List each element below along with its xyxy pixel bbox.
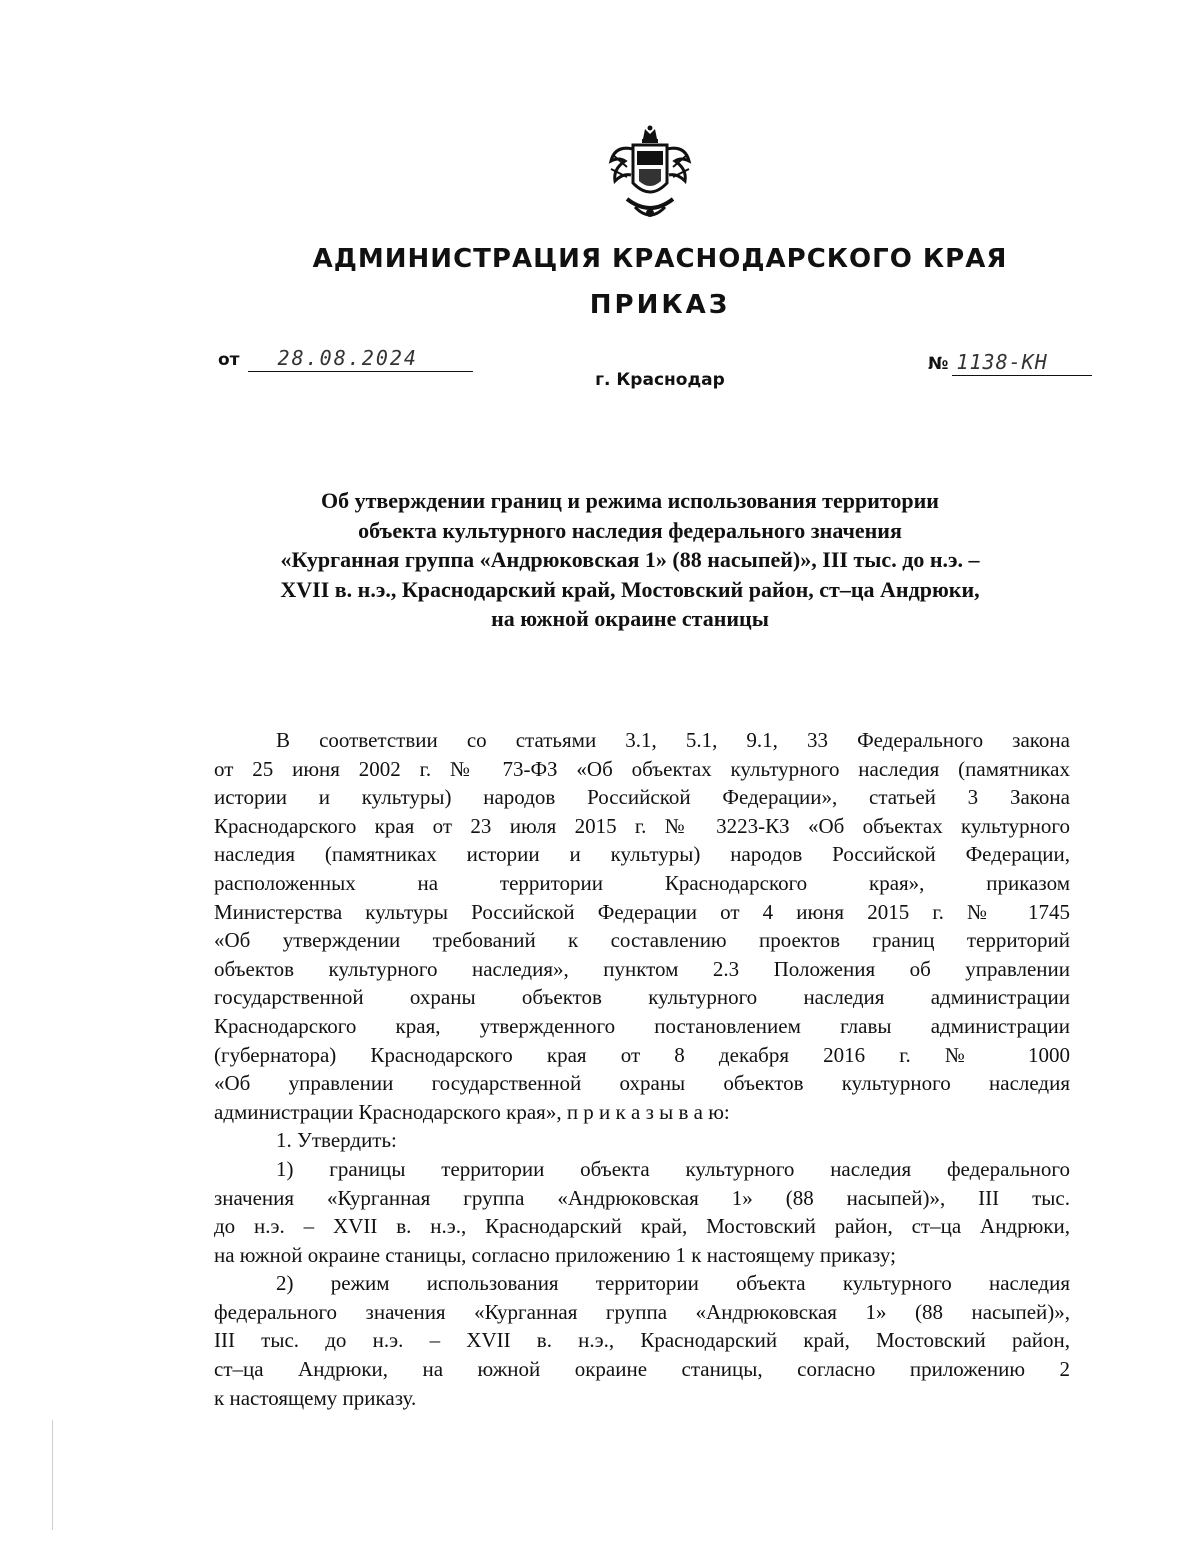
body-line: ст–ца Андрюки, на южной окраине станицы, согласно приложению 2: [214, 1357, 1070, 1382]
number-prefix: №: [928, 354, 949, 374]
title-line: Об утверждении границ и режима использования территории: [321, 488, 939, 513]
body-line: объектов культурного наследия», пунктом 2.3 Положения об управлении: [214, 956, 1070, 981]
body-line: 2) режим использования территории объекта культурного наследия: [276, 1271, 1070, 1296]
date-prefix: от: [218, 350, 240, 370]
body-line: 1) границы территории объекта культурного наследия федерального: [276, 1156, 1070, 1181]
city: г. Краснодар: [595, 370, 725, 390]
body-line: «Об утверждении требований к составлению проектов границ территорий: [214, 928, 1070, 953]
number-field: [928, 352, 1092, 376]
body-line: наследия (памятниках истории и культуры) народов Российской Федерации,: [214, 842, 1070, 867]
title-line: XVII в. н.э., Краснодарский край, Мостовский район, ст–ца Андрюки,: [280, 576, 980, 602]
title-line: объекта культурного наследия федерального значения: [358, 517, 902, 543]
body-line: к настоящему приказу.: [214, 1385, 417, 1410]
date-field: [218, 348, 473, 372]
body-line: государственной охраны объектов культурного наследия администрации: [214, 985, 1070, 1010]
body-line: 1. Утвердить:: [276, 1128, 397, 1153]
body-line: Краснодарского края от 23 июля 2015 г. № 3223-КЗ «Об объектах культурного: [214, 813, 1070, 838]
date-value: 28.08.2024: [248, 348, 473, 372]
body-line: Краснодарского края, утвержденного постановлением главы администрации: [214, 1013, 1070, 1038]
body-line: значения «Курганная группа «Андрюковская 1» (88 насыпей)», III тыс.: [214, 1185, 1070, 1210]
number-value: 1138-КН: [952, 352, 1092, 376]
body-line: администрации Краснодарского края», п р и к а з ы в а ю:: [214, 1099, 730, 1124]
body-line: (губернатора) Краснодарского края от 8 декабря 2016 г. № 1000: [214, 1042, 1070, 1067]
body-line: III тыс. до н.э. – XVII в. н.э., Краснодарский край, Мостовский район,: [214, 1328, 1070, 1353]
scan-margin-line: [52, 1420, 53, 1530]
coat-of-arms-icon: [605, 125, 695, 225]
body-line: истории и культуры) народов Российской Федерации», статьей 3 Закона: [214, 785, 1070, 810]
body-line: федерального значения «Курганная группа «Андрюковская 1» (88 насыпей)»,: [214, 1299, 1070, 1324]
document-type: ПРИКАЗ: [589, 290, 731, 320]
body-line: до н.э. – XVII в. н.э., Краснодарский край, Мостовский район, ст–ца Андрюки,: [214, 1214, 1070, 1239]
title-line: на южной окраине станицы: [491, 606, 769, 631]
body-line: расположенных на территории Краснодарского края», приказом: [214, 870, 1070, 895]
body-line: от 25 июня 2002 г. № 73-ФЗ «Об объектах культурного наследия (памятниках: [214, 756, 1070, 781]
body-line: на южной окраине станицы, согласно приложению 1 к настоящему приказу;: [214, 1242, 896, 1267]
body-line: В соответствии со статьями 3.1, 5.1, 9.1, 33 Федерального закона: [276, 728, 1070, 752]
body-line: «Об управлении государственной охраны объектов культурного наследия: [214, 1071, 1070, 1096]
document-body: [214, 726, 1070, 1412]
document-title: [200, 486, 1060, 634]
body-line: Министерства культуры Российской Федерации от 4 июня 2015 г. № 1745: [214, 899, 1070, 924]
organization-name: АДМИНИСТРАЦИЯ КРАСНОДАРСКОГО КРАЯ: [312, 244, 1008, 274]
title-line: «Курганная группа «Андрюковская 1» (88 насыпей)», III тыс. до н.э. –: [280, 547, 980, 572]
